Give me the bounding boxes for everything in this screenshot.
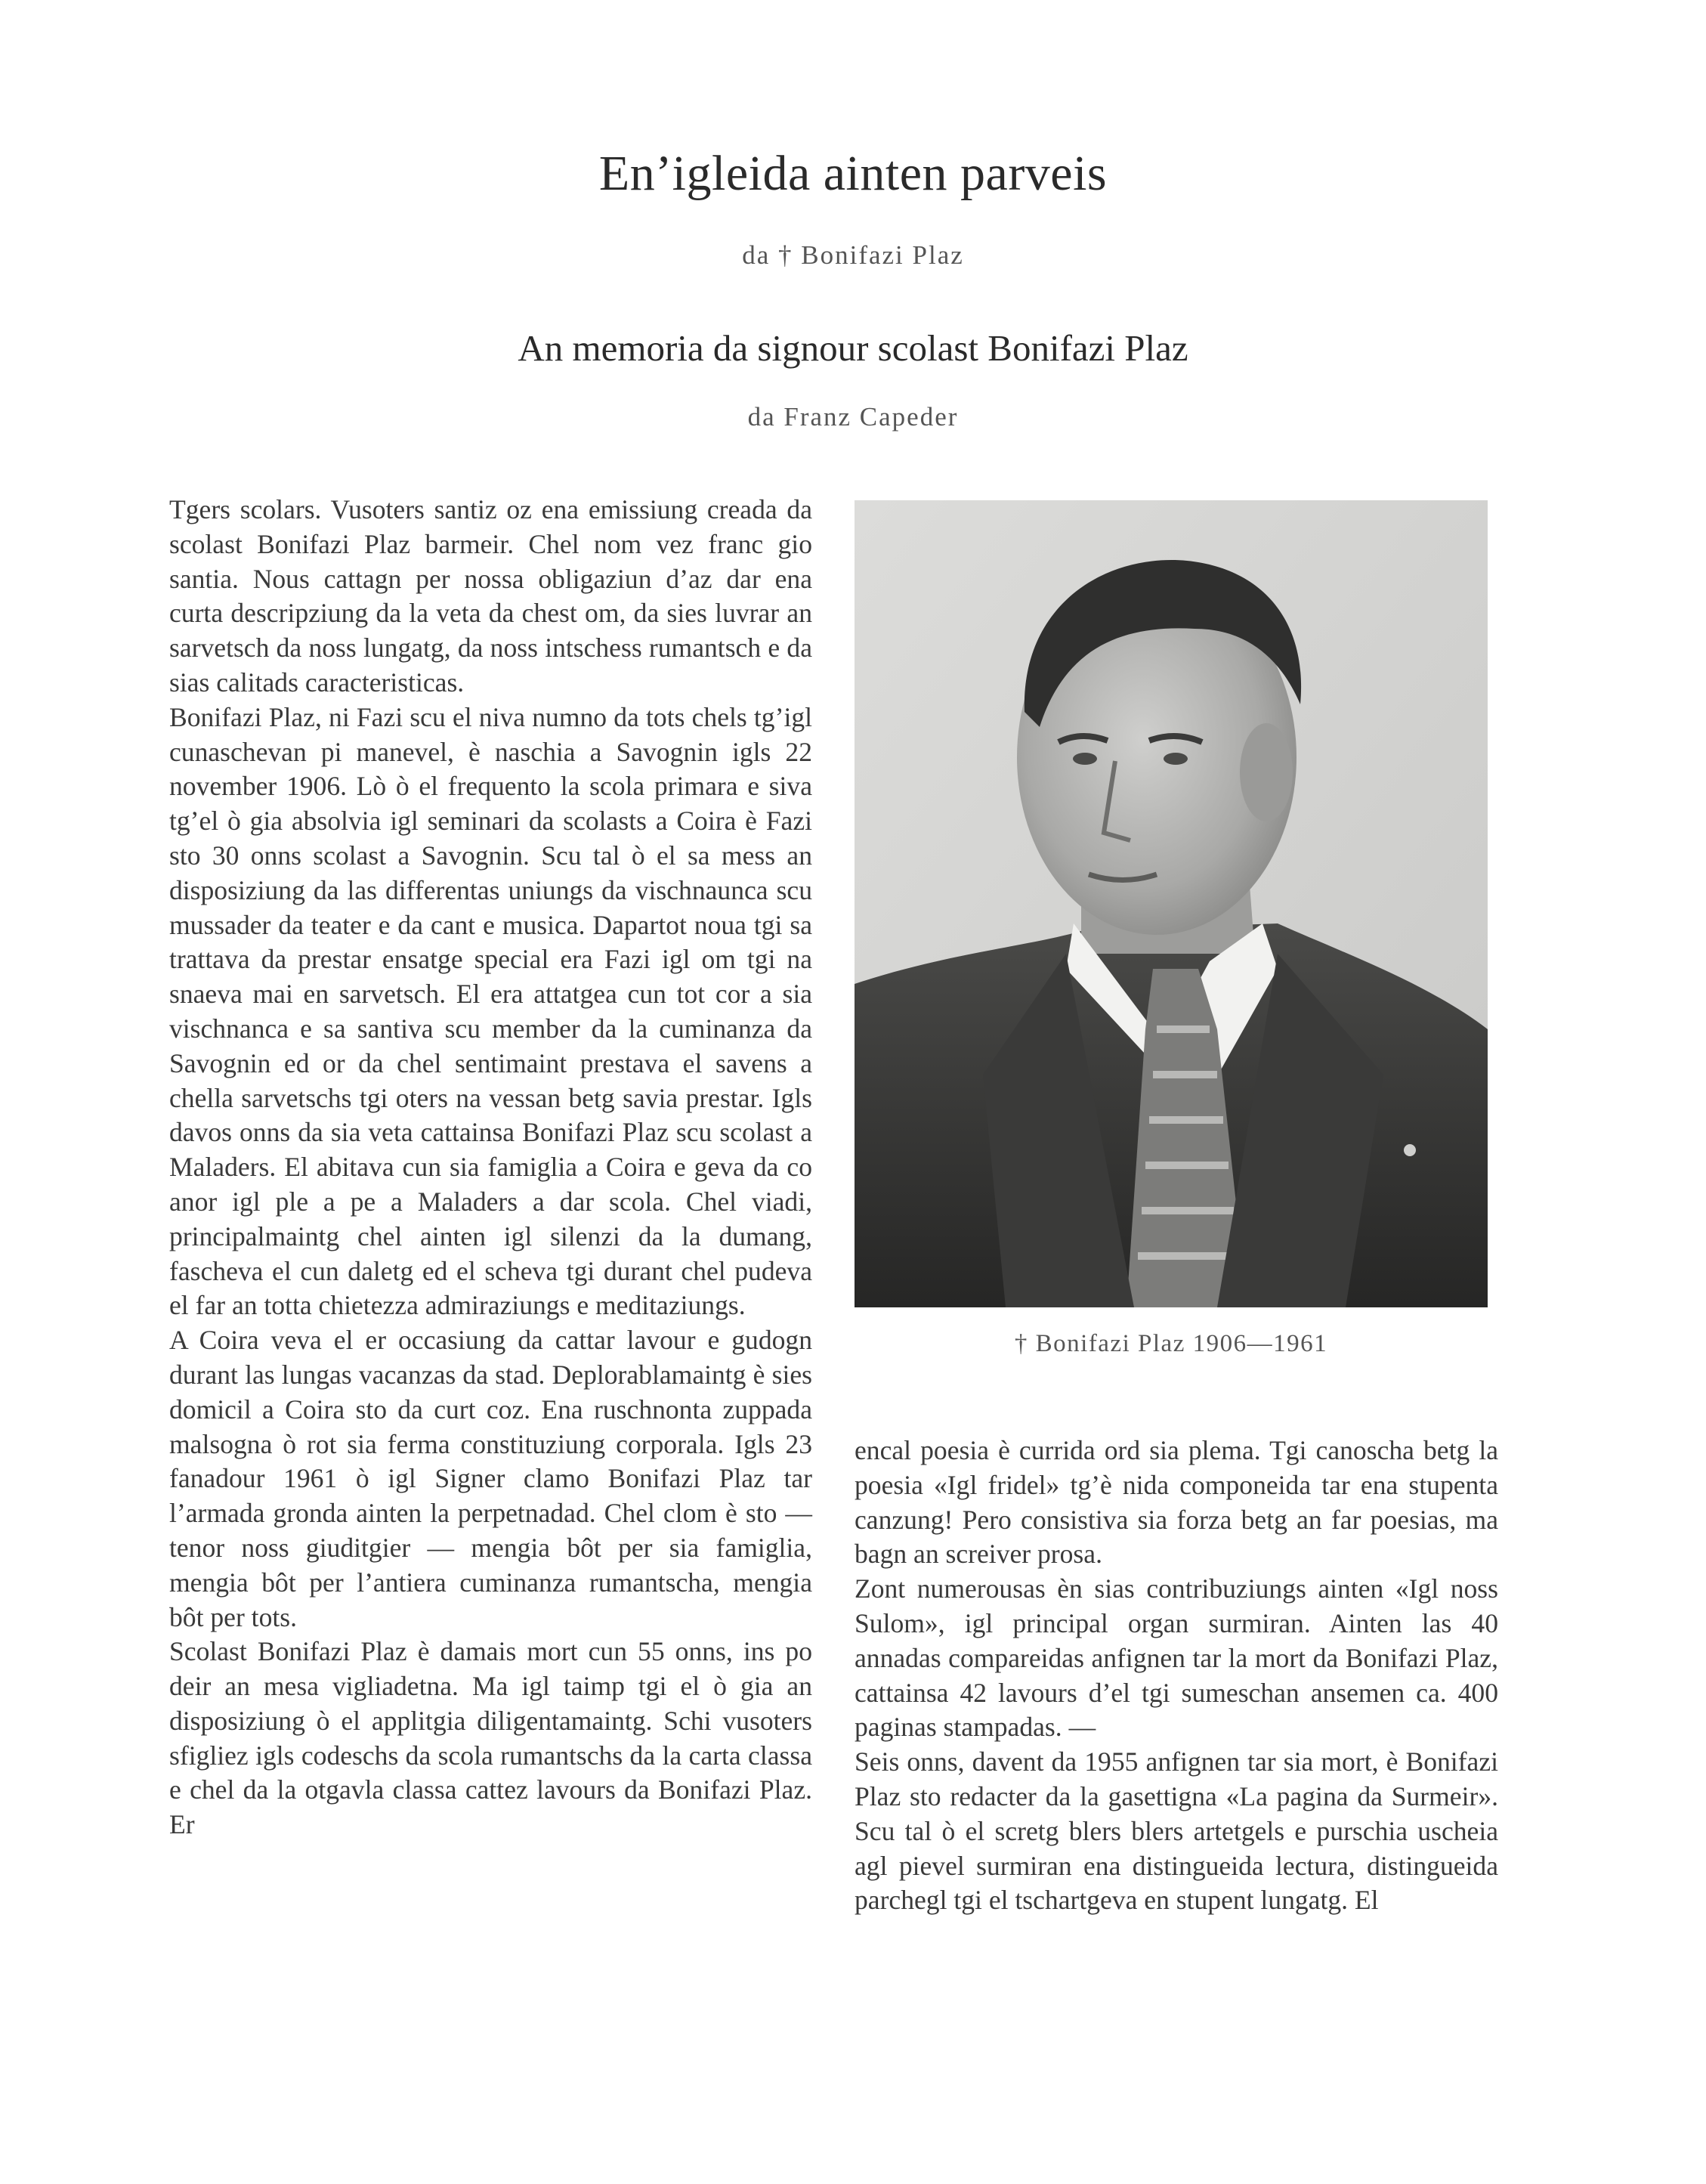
paragraph: A Coira veva el er occasiung da cattar lavour e gudogn durant las lungas vacanzas da stad. Deplorablamaintg è sies domicil a Coira sto da curt coz. Ena ruschnonta zuppada malsogna ò rot sia ferma constituziung corporala. Igls 23 fanadour 1961 ò igl Signer clamo Bonifazi Plaz tar l’armada gronda ainten la perpetnadad. Chel clom è sto — tenor noss giuditgier — mengia bôt per sia famiglia, mengia bôt per l’antiera cuminanza rumantscha, mengia bôt per tots. <box>169 1325 812 1632</box>
article-title: En’igleida ainten parveis <box>598 146 1108 201</box>
memorial-title: An memoria da signour scolast Bonifazi Plaz <box>518 327 1188 369</box>
paragraph: Seis onns, davent da 1955 anfignen tar sia mort, è Bonifazi Plaz sto redacter da la gasettigna «La pagina da Surmeir». Scu tal ò el scretg blers blers artetgels e purschia uscheia agl pievel surmiran ena distingueida lectura, distingueida parchegl tgi el tschartgeva en stupent lungatg. El <box>855 1746 1498 1916</box>
paragraph: Bonifazi Plaz, ni Fazi scu el niva numno da tots chels tg’igl cunaschevan pi manevel, è naschia a Savognin igls 22 november 1906. Lò ò el frequento la scola primara e siva tg’el ò gia absolvia igl seminari da scolasts a Coira è Fazi sto 30 onns scolast a Savognin. Scu tal ò el sa mess an disposiziung da las differentas uniungs da vischnaunca scu mussader da teater e da cant e musica. Dapartot noua tgi sa trattava da prestar ensatge special era Fazi igl om tgi na snaeva mai en sarvetsch. El era attatgea cun tot cor a sia vischnanca e sa santiva scu member da la cuminanza da Savognin ed or da chel sentimaint prestava el savens a chella sarvetschs tgi oters na vessan betg savia prestar. Igls davos onns da sia veta cattainsa Bonifazi Plaz scu scolast a Maladers. El abitava cun sia famiglia a Coira e geva da co anor igl ple a pe a Maladers a dar scola. Chel viadi, principalmaintg chel ainten igl silenzi da la dumang, fascheva el cun daletg ed el scheva tgi durant chel pudeva el far an totta chietezza admiraziungs e meditaziungs. <box>169 701 812 1321</box>
portrait-photo <box>855 500 1488 1307</box>
photo-caption: † Bonifazi Plaz 1906—1961 <box>1014 1330 1328 1357</box>
paragraph: Tgers scolars. Vusoters santiz oz ena emissiung creada da scolast Bonifazi Plaz barmeir. Chel nom vez franc gio santia. Nous cattagn per nossa obligaziun d’az dar ena curta descripziung da la veta da chest om, da sies luvrar an sarvetsch da noss lungatg, da noss intschess rumantsch e da sias calitads caracteristicas. <box>169 494 812 698</box>
paragraph: Zont numerousas èn sias contribuziungs ainten «Igl noss Sulom», igl principal organ surmiran. Ainten las 40 annadas compareidas anfignen tar la mort da Bonifazi Plaz, cattainsa 42 lavours d’el tgi sumeschan ansemen ca. 400 paginas stampadas. — <box>855 1573 1498 1743</box>
right-text-column <box>855 1434 1498 1918</box>
left-text-column <box>169 493 812 1842</box>
article-byline: da † Bonifazi Plaz <box>742 240 964 270</box>
paragraph: Scolast Bonifazi Plaz è damais mort cun 55 onns, ins po deir an mesa vigliadetna. Ma igl taimp tgi el ò gia an disposiziung ò el applitgia diligentamaintg. Schi vusoters sfigliez igls codeschs da scola rumantschs da la carta classa e chel da la otgavla classa cattez lavours da Bonifazi Plaz. Er <box>169 1636 812 1840</box>
memorial-byline: da Franz Capeder <box>747 402 959 432</box>
paragraph: encal poesia è currida ord sia plema. Tgi canoscha betg la poesia «Igl fridel» tg’è nida componeida tar ena stupenta canzung! Pero consistiva sia forza betg an far poesias, ma bagn an screiver prosa. <box>855 1435 1498 1570</box>
